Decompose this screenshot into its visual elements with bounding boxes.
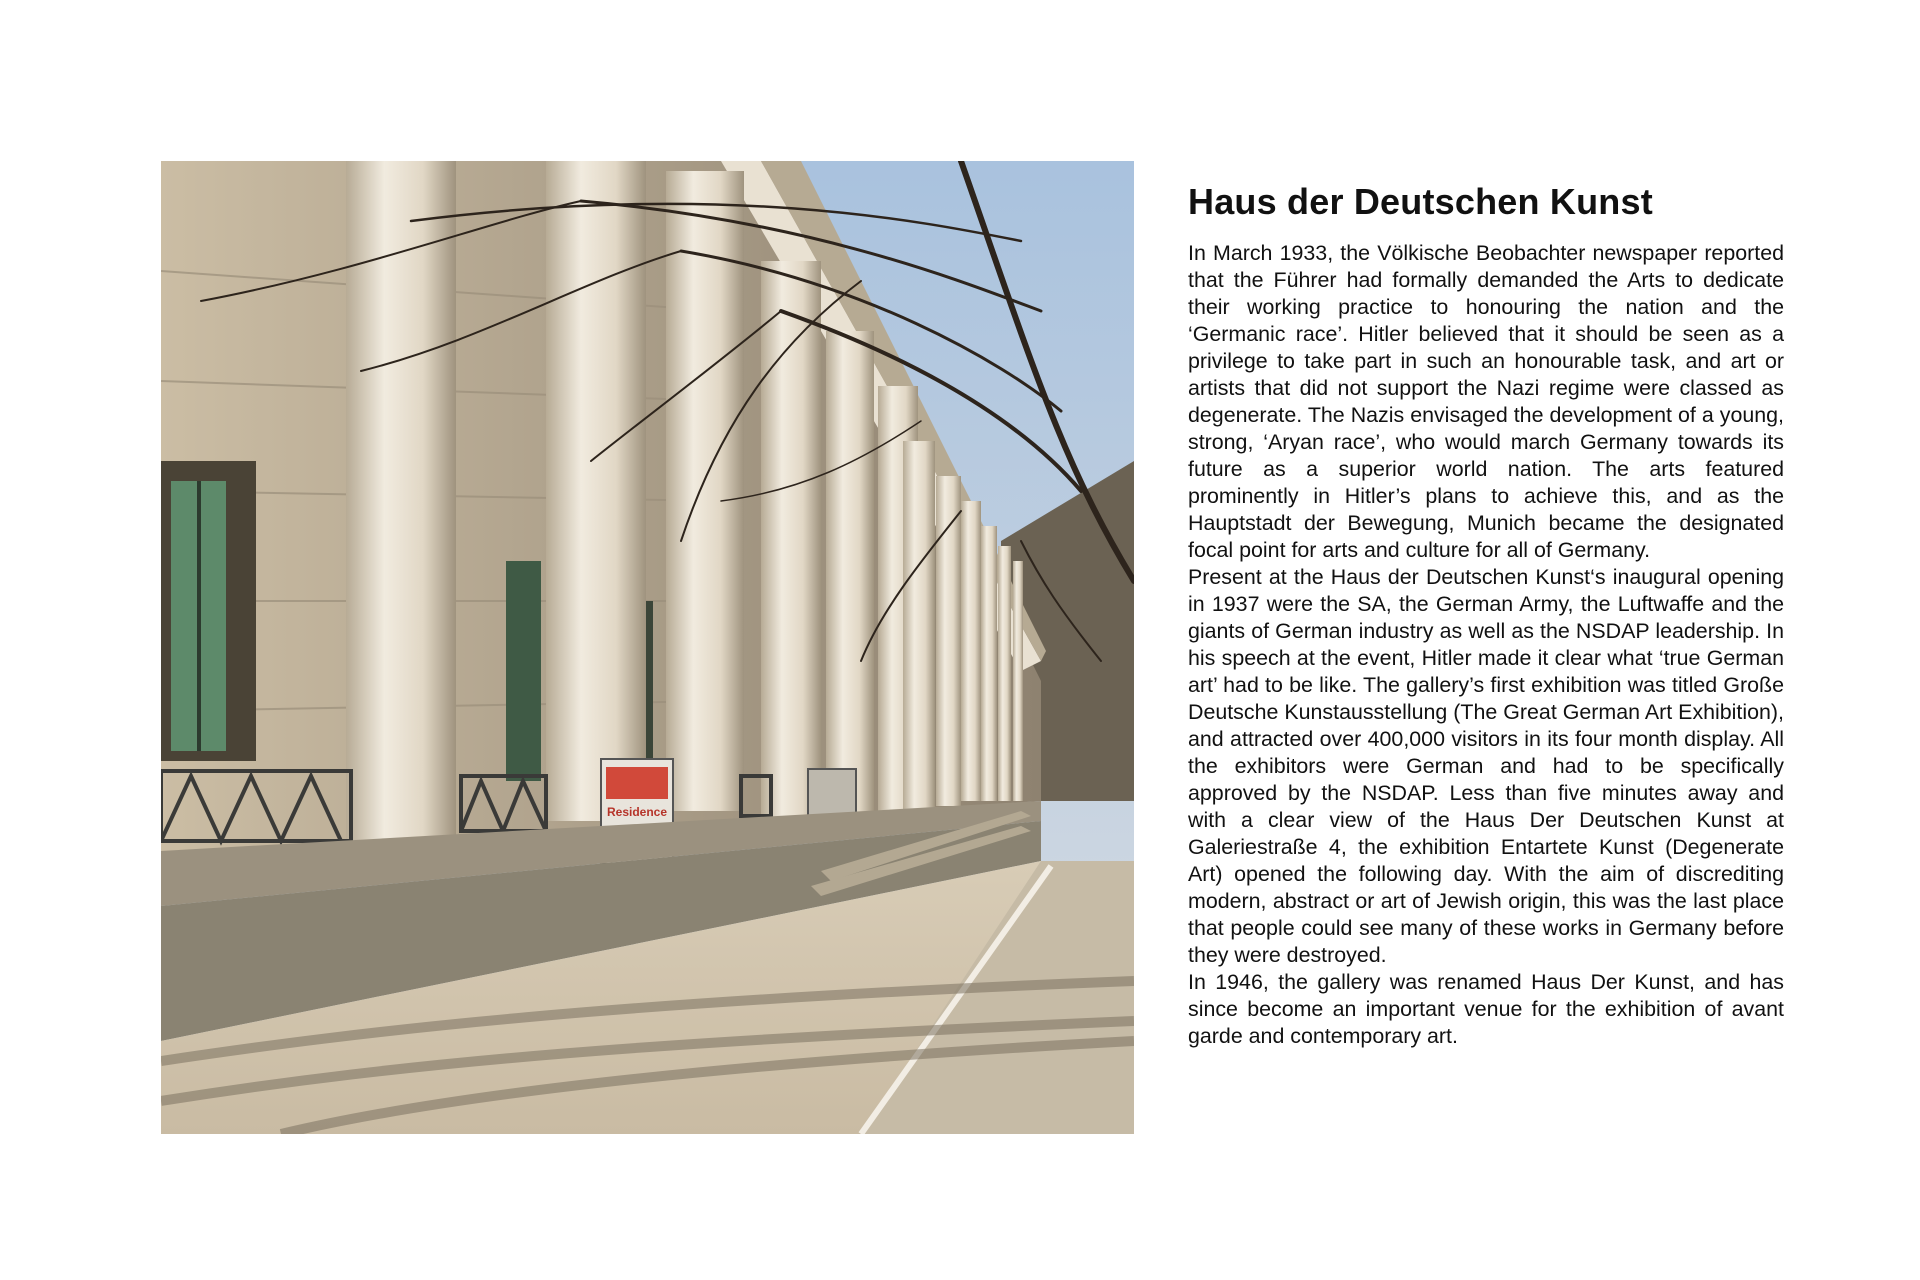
- article-paragraph-1: In March 1933, the Völkische Beobachter newspaper reported that the Führer had formally demanded the Arts to dedicate their working practice to honouring the nation and the ‘Germanic race’. Hitler believed that it should be seen as a privilege to take part in such an honourable task, and art or artists that did not support the Nazi regime were classed as degenerate. The Nazis envisaged the development of a young, strong, ‘Aryan race’, who would march Germany towards its future as a superior world nation. The arts featured prominently in Hitler’s plans to achieve this, and as the Hauptstadt der Bewegung, Munich became the designated focal point for arts and culture for all of Germany.: [1188, 241, 1784, 562]
- article-title: Haus der Deutschen Kunst: [1188, 181, 1653, 222]
- building-photo: [161, 161, 1134, 1134]
- article: [1188, 178, 1784, 1050]
- article-paragraph-2: Present at the Haus der Deutschen Kunst‘s inaugural opening in 1937 were the SA, the German Army, the Luftwaffe and the giants of German industry as well as the NSDAP leadership. In his speech at the event, Hitler made it clear what ‘true German art’ had to be like. The gallery’s first exhibition was titled Große Deutsche Kunstausstellung (The Great German Art Exhibition), and attracted over 400,000 visitors in its four month display. All the exhibitors were German and had to be specifically approved by the NSDAP. Less than five minutes away and with a clear view of the Haus Der Deutschen Kunst at Galeriestraße 4, the exhibition Entartete Kunst (Degenerate Art) opened the following day. With the aim of discrediting modern, abstract or art of Jewish origin, this was the last place that people could see many of these works in Germany before they were destroyed.: [1188, 565, 1784, 967]
- poster-label: Residence: [606, 805, 668, 819]
- article-paragraph-3: In 1946, the gallery was renamed Haus Der Kunst, and has since become an important venue for the exhibition of avant garde and contemporary art.: [1188, 970, 1784, 1048]
- colonnade-illustration: [161, 161, 1134, 1134]
